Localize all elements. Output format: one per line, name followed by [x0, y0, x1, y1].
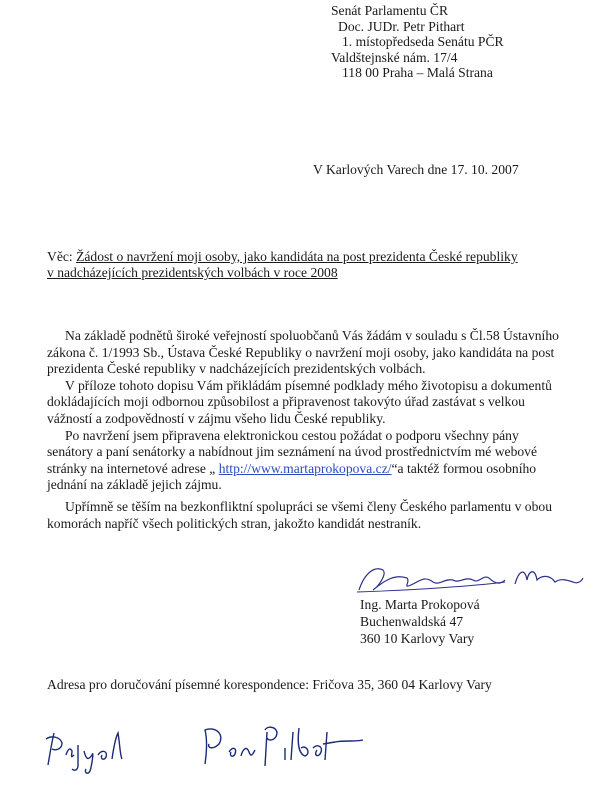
subject-line: v nadcházejících prezidentských volbách v roce 2008 — [47, 265, 338, 280]
recipient-line: Doc. JUDr. Petr Pithart — [338, 18, 465, 34]
recipient-line: Valdštejnské nám. 17/4 — [331, 49, 458, 65]
body-line: dokládajících moji odbornou způsobilost a připravenost takovýto úřad zastávat s velkou — [47, 394, 525, 410]
recipient-line: 1. místopředseda Senátu PČR — [342, 34, 504, 49]
subject — [47, 249, 518, 281]
closing-line: Upřímně se těším na bezkonfliktní spolupráci se všemi členy Českého parlamentu v obou — [65, 499, 552, 514]
body-line: “a taktéž formou osobního — [391, 460, 537, 476]
body-line: V příloze tohoto dopisu Vám přikládám písemné podklady mého životopisu a dokumentů — [65, 377, 552, 393]
recipient-address — [331, 3, 504, 81]
body-line: zákona č. 1/1993 Sb., Ústava České Republiky o navržení moji osoby, jako kandidáta na post — [47, 344, 555, 360]
sender-line: 360 10 Karlovy Vary — [360, 631, 475, 646]
body-line: vážností a zodpovědností v zájmu všeho lidu České republiky. — [47, 410, 386, 426]
body-line: Po navržení jsem připravena elektronickou cestou požádat o podporu všechny pány — [65, 427, 519, 443]
body-line: senátory a paní senátorky a nabídnout jim seznámení na úvod prostřednictvím mé webové — [47, 444, 537, 460]
subject-prefix: Věc: — [47, 249, 77, 264]
recipient-line: 118 00 Praha – Malá Strana — [342, 65, 493, 80]
body-line: Na základě podnětů široké veřejností spoluobčanů Vás žádám v souladu s Čl.58 Ústavního — [65, 328, 559, 343]
closing-line: komorách napříč všech politických stran, jakožto kandidát nestraník. — [47, 515, 422, 531]
letter-body — [47, 328, 587, 494]
sender-signature — [355, 560, 585, 600]
sender-line: Buchenwaldská 47 — [360, 614, 464, 629]
website-link[interactable]: http://www.martaprokopova.cz/ — [218, 460, 392, 476]
body-line: jednání na základě jejich zájmu. — [47, 477, 222, 493]
recipient-line: Senát Parlamentu ČR — [331, 3, 449, 18]
sender-block — [360, 596, 480, 647]
received-note-handwriting — [40, 725, 140, 775]
subject-line: Žádost o navržení moji osoby, jako kandidáta na post prezidenta České republiky — [76, 249, 518, 264]
receiver-signature — [195, 720, 390, 775]
body-line: stránky na internetové adrese „ — [47, 460, 219, 476]
sender-line: Ing. Marta Prokopová — [360, 597, 480, 612]
body-line: prezidenta České republiky v nadcházejících prezidentských volbách. — [47, 361, 426, 377]
closing-paragraph — [47, 499, 552, 532]
date-line: V Karlových Varech dne 17. 10. 2007 — [313, 162, 519, 177]
delivery-address: Adresa pro doručování písemné korespondence: Fričova 35, 360 04 Karlovy Vary — [47, 677, 492, 692]
